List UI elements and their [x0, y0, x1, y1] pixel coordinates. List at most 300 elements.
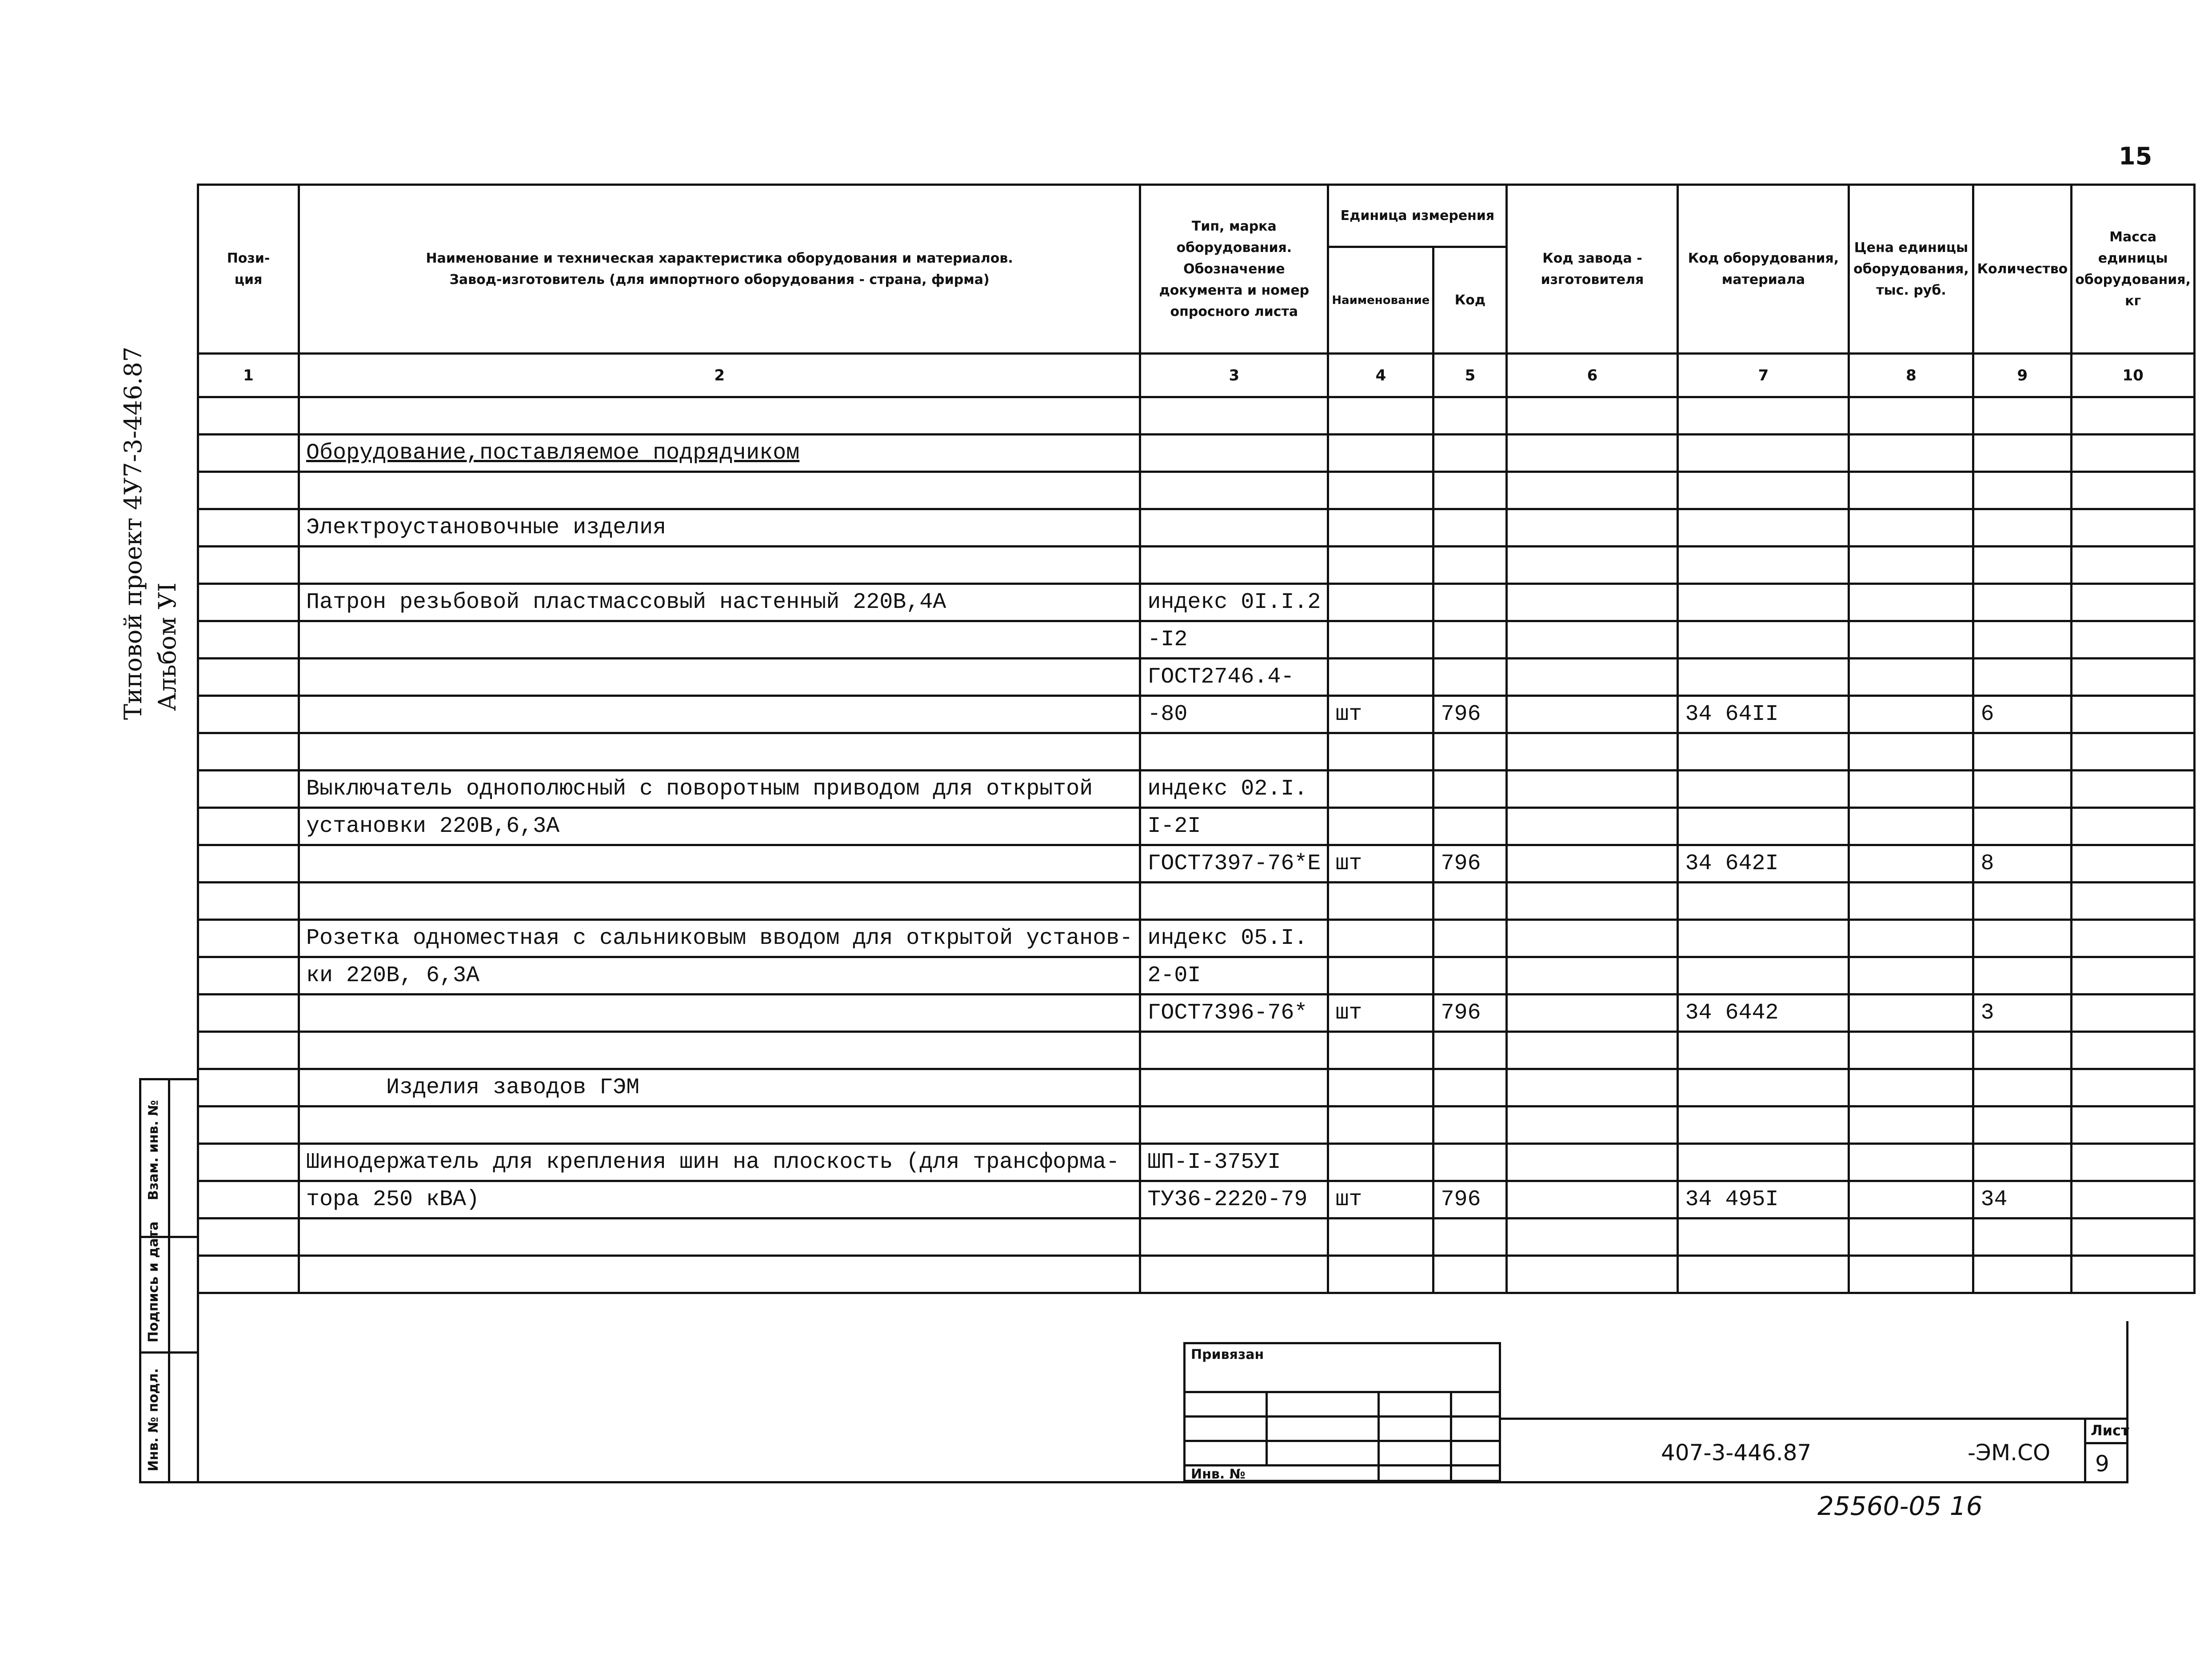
cell-matcode — [1678, 957, 1849, 995]
cell-price — [1849, 771, 1973, 808]
column-number-9: 9 — [1973, 354, 2072, 397]
cell-code — [1433, 1144, 1507, 1181]
cell-name — [299, 995, 1140, 1032]
cell-matcode — [1678, 472, 1849, 509]
cell-code — [1433, 733, 1507, 771]
cell-factory — [1507, 957, 1678, 995]
cell-factory — [1507, 397, 1678, 435]
column-number-1: 1 — [198, 354, 299, 397]
cell-qty — [1973, 1107, 2072, 1144]
cell-qty — [1973, 920, 2072, 957]
cell-name — [299, 733, 1140, 771]
table-row — [198, 472, 2195, 509]
cell-mass — [2072, 472, 2195, 509]
table-row — [198, 995, 2195, 1032]
cell-code — [1433, 957, 1507, 995]
header-unit-name: Наименование — [1328, 247, 1433, 354]
column-number-6: 6 — [1507, 354, 1678, 397]
cell-code: 796 — [1433, 1181, 1507, 1219]
cell-unit — [1328, 883, 1433, 920]
cell-pos — [198, 883, 299, 920]
cell-unit — [1328, 472, 1433, 509]
cell-code — [1433, 659, 1507, 696]
cell-unit — [1328, 1069, 1433, 1107]
side-title-line1: Типовой проект 4У7-3-446.87 — [119, 347, 147, 720]
cell-mass — [2072, 883, 2195, 920]
table-row — [198, 920, 2195, 957]
cell-mass — [2072, 1107, 2195, 1144]
table-row — [198, 509, 2195, 547]
cell-unit — [1328, 584, 1433, 621]
cell-price — [1849, 1181, 1973, 1219]
cell-matcode — [1678, 1144, 1849, 1181]
cell-price — [1849, 957, 1973, 995]
cell-name — [299, 883, 1140, 920]
sheet-block — [2084, 1418, 2128, 1483]
cell-factory — [1507, 1219, 1678, 1256]
cell-type: индекс 02.I. — [1140, 771, 1328, 808]
cell-type — [1140, 1256, 1328, 1293]
cell-pos — [198, 1107, 299, 1144]
cell-matcode — [1678, 733, 1849, 771]
cell-unit — [1328, 808, 1433, 845]
inventory-no-label: Инв. № — [1191, 1466, 1246, 1482]
cell-name: Изделия заводов ГЭМ — [299, 1069, 1140, 1107]
cell-matcode — [1678, 808, 1849, 845]
cell-name — [299, 1256, 1140, 1293]
cell-qty — [1973, 397, 2072, 435]
cell-type: индекс 05.I. — [1140, 920, 1328, 957]
cell-unit — [1328, 771, 1433, 808]
cell-price — [1849, 509, 1973, 547]
cell-unit: шт — [1328, 995, 1433, 1032]
cell-pos — [198, 1219, 299, 1256]
cell-unit — [1328, 733, 1433, 771]
cell-code — [1433, 771, 1507, 808]
cell-pos — [198, 621, 299, 659]
cell-code — [1433, 1069, 1507, 1107]
header-name: Наименование и техническая характеристика оборудования и материалов. Завод-изготовитель (для импортного оборудования - страна, фирма) — [299, 185, 1140, 354]
cell-matcode — [1678, 1032, 1849, 1069]
sheet-label: Лист — [2091, 1422, 2129, 1439]
table-row — [198, 435, 2195, 472]
cell-pos — [198, 1181, 299, 1219]
cell-name: Шинодержатель для крепления шин на плоскость (для трансформа- — [299, 1144, 1140, 1181]
header-quantity: Количество — [1973, 185, 2072, 354]
cell-mass — [2072, 696, 2195, 733]
cell-pos — [198, 1032, 299, 1069]
cell-factory — [1507, 808, 1678, 845]
cell-matcode — [1678, 1107, 1849, 1144]
cell-type: 2-0I — [1140, 957, 1328, 995]
cell-price — [1849, 659, 1973, 696]
cell-mass — [2072, 659, 2195, 696]
cell-mass — [2072, 509, 2195, 547]
table-row — [198, 621, 2195, 659]
cell-name: Выключатель однополюсный с поворотным приводом для открытой — [299, 771, 1140, 808]
side-title-line2: Альбом УI — [153, 582, 181, 711]
cell-price — [1849, 995, 1973, 1032]
cell-code — [1433, 584, 1507, 621]
cell-pos — [198, 808, 299, 845]
cell-factory — [1507, 733, 1678, 771]
cell-price — [1849, 547, 1973, 584]
cell-factory — [1507, 696, 1678, 733]
header-position: Пози- ция — [198, 185, 299, 354]
document-mark: -ЭМ.СО — [1968, 1440, 2051, 1466]
cell-unit — [1328, 659, 1433, 696]
cell-mass — [2072, 920, 2195, 957]
cell-type — [1140, 733, 1328, 771]
column-number-10: 10 — [2072, 354, 2195, 397]
cell-qty — [1973, 1219, 2072, 1256]
cell-factory — [1507, 659, 1678, 696]
cell-unit — [1328, 1256, 1433, 1293]
cell-matcode — [1678, 1219, 1849, 1256]
document-code: 407-3-446.87 — [1661, 1440, 1812, 1466]
specification-table — [197, 184, 2196, 1294]
cell-code — [1433, 547, 1507, 584]
cell-matcode — [1678, 1069, 1849, 1107]
cell-factory — [1507, 1107, 1678, 1144]
cell-price — [1849, 733, 1973, 771]
header-unit: Единица измерения — [1328, 185, 1507, 247]
column-number-2: 2 — [299, 354, 1140, 397]
cell-type: индекс 0I.I.2 — [1140, 584, 1328, 621]
cell-factory — [1507, 435, 1678, 472]
cell-unit — [1328, 397, 1433, 435]
cell-matcode: 34 642I — [1678, 845, 1849, 883]
cell-pos — [198, 659, 299, 696]
header-mass: Масса единицы оборудования, кг — [2072, 185, 2195, 354]
cell-name: Электроустановочные изделия — [299, 509, 1140, 547]
cell-code — [1433, 1256, 1507, 1293]
cell-type — [1140, 509, 1328, 547]
cell-qty — [1973, 547, 2072, 584]
handwritten-note: 25560-05 16 — [1817, 1491, 1983, 1521]
cell-mass — [2072, 621, 2195, 659]
cell-unit — [1328, 957, 1433, 995]
cell-type: -80 — [1140, 696, 1328, 733]
cell-qty — [1973, 733, 2072, 771]
cell-qty — [1973, 659, 2072, 696]
cell-pos — [198, 435, 299, 472]
cell-qty — [1973, 472, 2072, 509]
cell-code — [1433, 1107, 1507, 1144]
cell-mass — [2072, 957, 2195, 995]
cell-name: установки 220В,6,3А — [299, 808, 1140, 845]
cell-mass — [2072, 808, 2195, 845]
cell-qty: 6 — [1973, 696, 2072, 733]
cell-pos — [198, 472, 299, 509]
cell-type — [1140, 1069, 1328, 1107]
cell-type — [1140, 1219, 1328, 1256]
cell-unit: шт — [1328, 696, 1433, 733]
left-stamp — [139, 1078, 199, 1483]
cell-type — [1140, 435, 1328, 472]
cell-price — [1849, 621, 1973, 659]
cell-unit — [1328, 1107, 1433, 1144]
document-code-block — [1499, 1418, 2128, 1483]
table-row — [198, 1107, 2195, 1144]
cell-pos — [198, 584, 299, 621]
cell-name: ки 220В, 6,3А — [299, 957, 1140, 995]
cell-factory — [1507, 1069, 1678, 1107]
cell-type: ГОСТ2746.4- — [1140, 659, 1328, 696]
cell-name — [299, 621, 1140, 659]
cell-pos — [198, 1144, 299, 1181]
table-row — [198, 1032, 2195, 1069]
cell-type: ТУ36-2220-79 — [1140, 1181, 1328, 1219]
cell-mass — [2072, 397, 2195, 435]
binding-block — [1183, 1342, 1501, 1482]
cell-price — [1849, 584, 1973, 621]
table-row — [198, 397, 2195, 435]
cell-code: 796 — [1433, 696, 1507, 733]
cell-unit — [1328, 1032, 1433, 1069]
cell-type — [1140, 397, 1328, 435]
cell-pos — [198, 920, 299, 957]
cell-matcode — [1678, 435, 1849, 472]
cell-name: Розетка одноместная с сальниковым вводом для открытой установ- — [299, 920, 1140, 957]
cell-matcode — [1678, 883, 1849, 920]
cell-qty — [1973, 435, 2072, 472]
sheet-number: 9 — [2095, 1451, 2109, 1477]
cell-pos — [198, 733, 299, 771]
cell-type: I-2I — [1140, 808, 1328, 845]
cell-code — [1433, 397, 1507, 435]
stamp-signature-date: Подпись и дата — [146, 1221, 161, 1342]
cell-mass — [2072, 1181, 2195, 1219]
table-row — [198, 771, 2195, 808]
column-number-8: 8 — [1849, 354, 1973, 397]
cell-factory — [1507, 1181, 1678, 1219]
cell-name — [299, 1107, 1140, 1144]
cell-matcode: 34 495I — [1678, 1181, 1849, 1219]
cell-code — [1433, 883, 1507, 920]
cell-factory — [1507, 883, 1678, 920]
cell-price — [1849, 920, 1973, 957]
cell-pos — [198, 845, 299, 883]
table-row — [198, 845, 2195, 883]
cell-price — [1849, 1069, 1973, 1107]
cell-name: тора 250 кВА) — [299, 1181, 1140, 1219]
header-unit-code: Код — [1433, 247, 1507, 354]
cell-pos — [198, 1256, 299, 1293]
table-row — [198, 1144, 2195, 1181]
cell-matcode — [1678, 509, 1849, 547]
cell-matcode: 34 64II — [1678, 696, 1849, 733]
cell-mass — [2072, 995, 2195, 1032]
cell-mass — [2072, 435, 2195, 472]
cell-code — [1433, 808, 1507, 845]
cell-mass — [2072, 1032, 2195, 1069]
cell-qty — [1973, 1144, 2072, 1181]
cell-mass — [2072, 1144, 2195, 1181]
table-row — [198, 696, 2195, 733]
cell-factory — [1507, 1032, 1678, 1069]
cell-qty — [1973, 1069, 2072, 1107]
cell-type — [1140, 883, 1328, 920]
cell-matcode — [1678, 920, 1849, 957]
cell-name — [299, 472, 1140, 509]
stamp-inv-original: Инв. № подл. — [146, 1368, 161, 1471]
table-row — [198, 1181, 2195, 1219]
cell-name — [299, 397, 1140, 435]
cell-mass — [2072, 733, 2195, 771]
cell-mass — [2072, 1256, 2195, 1293]
cell-factory — [1507, 1144, 1678, 1181]
cell-type — [1140, 1107, 1328, 1144]
column-number-4: 4 — [1328, 354, 1433, 397]
cell-qty — [1973, 621, 2072, 659]
cell-qty — [1973, 509, 2072, 547]
cell-matcode — [1678, 547, 1849, 584]
table-row — [198, 1219, 2195, 1256]
cell-code — [1433, 472, 1507, 509]
cell-price — [1849, 883, 1973, 920]
cell-mass — [2072, 547, 2195, 584]
cell-price — [1849, 1107, 1973, 1144]
table-row — [198, 957, 2195, 995]
header-material-code: Код оборудования, материала — [1678, 185, 1849, 354]
table-row — [198, 1256, 2195, 1293]
cell-code — [1433, 509, 1507, 547]
table-row — [198, 733, 2195, 771]
cell-factory — [1507, 920, 1678, 957]
cell-name: Патрон резьбовой пластмассовый настенный 220В,4А — [299, 584, 1140, 621]
cell-unit — [1328, 920, 1433, 957]
table-row — [198, 1069, 2195, 1107]
cell-pos — [198, 957, 299, 995]
cell-matcode — [1678, 771, 1849, 808]
cell-code: 796 — [1433, 845, 1507, 883]
cell-name — [299, 696, 1140, 733]
cell-type: ШП-I-375УI — [1140, 1144, 1328, 1181]
cell-mass — [2072, 771, 2195, 808]
cell-pos — [198, 509, 299, 547]
cell-matcode — [1678, 584, 1849, 621]
column-number-3: 3 — [1140, 354, 1328, 397]
cell-factory — [1507, 509, 1678, 547]
cell-unit — [1328, 1219, 1433, 1256]
cell-matcode — [1678, 621, 1849, 659]
cell-name — [299, 1032, 1140, 1069]
header-type: Тип, марка оборудования. Обозначение документа и номер опросного листа — [1140, 185, 1328, 354]
cell-type — [1140, 1032, 1328, 1069]
cell-mass — [2072, 584, 2195, 621]
binding-label: Привязан — [1191, 1347, 1264, 1362]
cell-mass — [2072, 1219, 2195, 1256]
cell-code — [1433, 435, 1507, 472]
cell-code — [1433, 1032, 1507, 1069]
table-row — [198, 584, 2195, 621]
cell-qty: 8 — [1973, 845, 2072, 883]
cell-qty — [1973, 1256, 2072, 1293]
cell-factory — [1507, 995, 1678, 1032]
cell-unit: шт — [1328, 1181, 1433, 1219]
column-number-7: 7 — [1678, 354, 1849, 397]
cell-price — [1849, 1032, 1973, 1069]
cell-factory — [1507, 547, 1678, 584]
page-number: 15 — [2119, 142, 2152, 170]
cell-mass — [2072, 1069, 2195, 1107]
cell-unit — [1328, 435, 1433, 472]
cell-code — [1433, 920, 1507, 957]
cell-price — [1849, 808, 1973, 845]
cell-unit: шт — [1328, 845, 1433, 883]
cell-code — [1433, 1219, 1507, 1256]
cell-price — [1849, 1219, 1973, 1256]
cell-type — [1140, 547, 1328, 584]
cell-factory — [1507, 771, 1678, 808]
cell-code — [1433, 621, 1507, 659]
cell-price — [1849, 472, 1973, 509]
cell-pos — [198, 995, 299, 1032]
cell-factory — [1507, 584, 1678, 621]
table-row — [198, 547, 2195, 584]
cell-matcode: 34 6442 — [1678, 995, 1849, 1032]
cell-pos — [198, 397, 299, 435]
cell-type — [1140, 472, 1328, 509]
cell-qty: 3 — [1973, 995, 2072, 1032]
cell-type: ГОСТ7397-76*Е — [1140, 845, 1328, 883]
cell-name — [299, 1219, 1140, 1256]
table-row — [198, 659, 2195, 696]
cell-factory — [1507, 621, 1678, 659]
cell-price — [1849, 397, 1973, 435]
cell-factory — [1507, 845, 1678, 883]
cell-pos — [198, 1069, 299, 1107]
cell-qty — [1973, 883, 2072, 920]
cell-name — [299, 547, 1140, 584]
cell-factory — [1507, 472, 1678, 509]
cell-matcode — [1678, 1256, 1849, 1293]
cell-type: -I2 — [1140, 621, 1328, 659]
cell-name: Оборудование,поставляемое подрядчиком — [299, 435, 1140, 472]
cell-qty: 34 — [1973, 1181, 2072, 1219]
header-price: Цена единицы оборудования, тыс. руб. — [1849, 185, 1973, 354]
cell-price — [1849, 845, 1973, 883]
column-number-5: 5 — [1433, 354, 1507, 397]
cell-code: 796 — [1433, 995, 1507, 1032]
table-row — [198, 883, 2195, 920]
cell-price — [1849, 1256, 1973, 1293]
cell-matcode — [1678, 659, 1849, 696]
table-row — [198, 808, 2195, 845]
cell-unit — [1328, 621, 1433, 659]
cell-pos — [198, 547, 299, 584]
cell-qty — [1973, 808, 2072, 845]
cell-qty — [1973, 584, 2072, 621]
cell-qty — [1973, 1032, 2072, 1069]
header-factory-code: Код завода - изготовителя — [1507, 185, 1678, 354]
cell-name — [299, 659, 1140, 696]
cell-mass — [2072, 845, 2195, 883]
cell-pos — [198, 771, 299, 808]
cell-matcode — [1678, 397, 1849, 435]
cell-name — [299, 845, 1140, 883]
cell-type: ГОСТ7396-76* — [1140, 995, 1328, 1032]
cell-qty — [1973, 771, 2072, 808]
stamp-replaced-inv: Взам. инв. № — [146, 1100, 161, 1200]
cell-unit — [1328, 1144, 1433, 1181]
cell-price — [1849, 696, 1973, 733]
cell-factory — [1507, 1256, 1678, 1293]
cell-unit — [1328, 509, 1433, 547]
cell-qty — [1973, 957, 2072, 995]
cell-unit — [1328, 547, 1433, 584]
